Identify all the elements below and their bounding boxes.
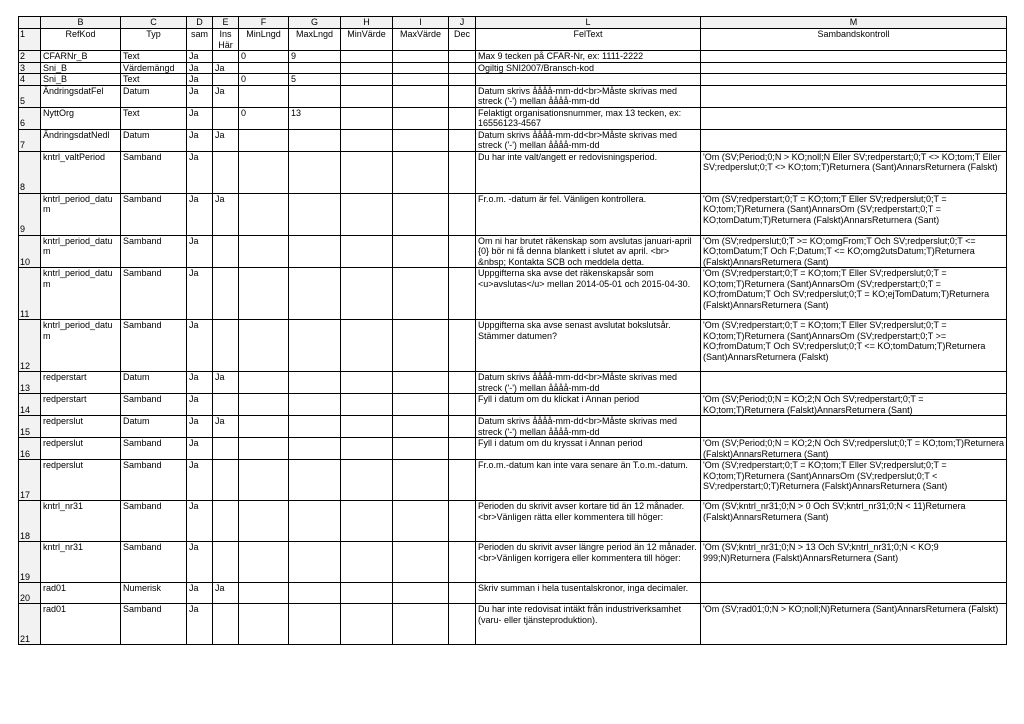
header-cell[interactable]: Typ — [121, 29, 187, 51]
cell-i[interactable] — [393, 235, 449, 268]
cell-j[interactable] — [449, 604, 476, 645]
cell-f[interactable] — [239, 416, 289, 438]
cell-h[interactable] — [341, 501, 393, 542]
cell-h[interactable] — [341, 604, 393, 645]
cell-m[interactable]: 'Om (SV;redperstart;0;T = KO;tom;T Eller SV;redperslut;0;T = KO;tom;T)Returnera (Sant)AnnarsOm (SV;redperstart;0;T = KO;fromDatum;T Och SV;redperslut;0;T = KO;ejTomDatum;T)Returnera (Falskt)AnnarsReturnera (Sant) — [701, 268, 1007, 320]
cell-l[interactable]: Om ni har brutet räkenskap som avslutas januari-april {0} bör ni få denna blankett i slutet av april. <br> &nbsp; Kontakta SCB och meddela detta. — [476, 235, 701, 268]
header-cell[interactable]: Sambandskontroll — [701, 29, 1007, 51]
cell-d[interactable]: Ja — [187, 372, 213, 394]
cell-g[interactable] — [289, 129, 341, 151]
cell-c[interactable]: Numerisk — [121, 583, 187, 604]
table-row — [19, 542, 1007, 583]
cell-d[interactable]: Ja — [187, 129, 213, 151]
table-row — [19, 416, 1007, 438]
cell-m[interactable]: 'Om (SV;redperstart;0;T = KO;tom;T Eller SV;redperslut;0;T = KO;tom;T)Returnera (Sant)AnnarsOm (SV;redperstart;0;T >= KO;fromDatum;T Och SV;redperslut;0;T <= KO;tomDatum;T)Returnera (Sant)AnnarsReturnera (Falskt) — [701, 320, 1007, 372]
cell-d[interactable]: Ja — [187, 604, 213, 645]
cell-m[interactable]: 'Om (SV;redperstart;0;T = KO;tom;T Eller SV;redperslut;0;T = KO;tom;T)Returnera (Sant)AnnarsOm (SV;redperstart;0;T = KO;tomDatum;T)Returnera (Falskt)AnnarsReturnera (Sant) — [701, 193, 1007, 235]
cell-h[interactable] — [341, 193, 393, 235]
cell-b[interactable]: redperslut — [41, 460, 121, 501]
cell-f[interactable] — [239, 129, 289, 151]
cell-m[interactable] — [701, 85, 1007, 107]
row-number[interactable]: 20 — [19, 583, 41, 604]
cell-m[interactable] — [701, 74, 1007, 86]
cell-i[interactable] — [393, 460, 449, 501]
cell-d[interactable]: Ja — [187, 460, 213, 501]
cell-b[interactable]: CFARNr_B — [41, 51, 121, 63]
row-number[interactable]: 18 — [19, 501, 41, 542]
column-header[interactable]: H — [341, 17, 393, 29]
cell-g[interactable] — [289, 604, 341, 645]
cell-j[interactable] — [449, 320, 476, 372]
spreadsheet-table — [18, 16, 1007, 645]
cell-m[interactable]: 'Om (SV;rad01;0;N > KO;noll;N)Returnera (Sant)AnnarsReturnera (Falskt) — [701, 604, 1007, 645]
cell-e[interactable] — [213, 151, 239, 193]
cell-h[interactable] — [341, 416, 393, 438]
cell-l[interactable]: Fr.o.m.-datum kan inte vara senare än T.o.m.-datum. — [476, 460, 701, 501]
row-number[interactable]: 2 — [19, 51, 41, 63]
cell-h[interactable] — [341, 394, 393, 416]
cell-c[interactable]: Datum — [121, 129, 187, 151]
cell-i[interactable] — [393, 583, 449, 604]
cell-d[interactable]: Ja — [187, 542, 213, 583]
cell-e[interactable] — [213, 460, 239, 501]
cell-j[interactable] — [449, 416, 476, 438]
row-number[interactable]: 17 — [19, 460, 41, 501]
cell-e[interactable]: Ja — [213, 129, 239, 151]
cell-g[interactable]: 13 — [289, 107, 341, 129]
column-header[interactable]: J — [449, 17, 476, 29]
header-cell[interactable]: MinVärde — [341, 29, 393, 51]
cell-l[interactable]: Datum skrivs åååå-mm-dd<br>Måste skrivas med streck ('-') mellan åååå-mm-dd — [476, 129, 701, 151]
cell-g[interactable] — [289, 460, 341, 501]
cell-c[interactable]: Värdemängd — [121, 62, 187, 74]
column-header[interactable]: D — [187, 17, 213, 29]
cell-l[interactable]: Perioden du skrivit avser längre period än 12 månader. <br>Vänligen korrigera eller kommentera till höger: — [476, 542, 701, 583]
column-header[interactable]: C — [121, 17, 187, 29]
row-number[interactable]: 8 — [19, 151, 41, 193]
cell-m[interactable]: 'Om (SV;Period;0;N = KO;2;N Och SV;redperslut;0;T = KO;tom;T)Returnera (Falskt)AnnarsReturnera (Sant) — [701, 438, 1007, 460]
cell-i[interactable] — [393, 542, 449, 583]
cell-h[interactable] — [341, 460, 393, 501]
cell-d[interactable]: Ja — [187, 235, 213, 268]
table-row — [19, 583, 1007, 604]
cell-j[interactable] — [449, 438, 476, 460]
cell-l[interactable]: Skriv summan i hela tusentalskronor, inga decimaler. — [476, 583, 701, 604]
cell-c[interactable]: Text — [121, 107, 187, 129]
cell-j[interactable] — [449, 74, 476, 86]
cell-e[interactable]: Ja — [213, 583, 239, 604]
cell-m[interactable] — [701, 62, 1007, 74]
cell-e[interactable] — [213, 320, 239, 372]
cell-f[interactable]: 0 — [239, 74, 289, 86]
cell-i[interactable] — [393, 151, 449, 193]
cell-h[interactable] — [341, 129, 393, 151]
cell-j[interactable] — [449, 62, 476, 74]
table-row — [19, 460, 1007, 501]
cell-i[interactable] — [393, 107, 449, 129]
table-row — [19, 85, 1007, 107]
cell-g[interactable]: 5 — [289, 74, 341, 86]
column-header[interactable]: F — [239, 17, 289, 29]
column-header[interactable]: B — [41, 17, 121, 29]
table-row — [19, 29, 1007, 51]
cell-b[interactable]: kntrl_period_datum — [41, 320, 121, 372]
cell-l[interactable]: Du har inte valt/angett er redovisningsperiod. — [476, 151, 701, 193]
cell-e[interactable] — [213, 604, 239, 645]
cell-d[interactable]: Ja — [187, 51, 213, 63]
cell-d[interactable]: Ja — [187, 501, 213, 542]
cell-h[interactable] — [341, 85, 393, 107]
table-row — [19, 193, 1007, 235]
table-row — [19, 235, 1007, 268]
row-number[interactable]: 16 — [19, 438, 41, 460]
cell-f[interactable] — [239, 62, 289, 74]
cell-f[interactable] — [239, 604, 289, 645]
cell-h[interactable] — [341, 583, 393, 604]
table-row — [19, 74, 1007, 86]
cell-j[interactable] — [449, 129, 476, 151]
cell-l[interactable]: Fyll i datum om du kryssat i Annan period — [476, 438, 701, 460]
cell-e[interactable]: Ja — [213, 62, 239, 74]
cell-g[interactable] — [289, 85, 341, 107]
cell-f[interactable]: 0 — [239, 107, 289, 129]
cell-b[interactable]: redperstart — [41, 372, 121, 394]
cell-h[interactable] — [341, 542, 393, 583]
select-all-corner[interactable] — [19, 17, 41, 29]
cell-b[interactable]: redperslut — [41, 416, 121, 438]
cell-g[interactable] — [289, 268, 341, 320]
cell-j[interactable] — [449, 501, 476, 542]
header-cell[interactable]: sam — [187, 29, 213, 51]
cell-g[interactable] — [289, 583, 341, 604]
table-row — [19, 604, 1007, 645]
cell-g[interactable] — [289, 438, 341, 460]
cell-m[interactable]: 'Om (SV;redperslut;0;T >= KO;omgFrom;T Och SV;redperslut;0;T <= KO;tomDatum;T Och F;Datum;T <= KO;omg2utsDatum;T)Returnera (Falskt)AnnarsReturnera (Sant) — [701, 235, 1007, 268]
cell-f[interactable] — [239, 460, 289, 501]
cell-b[interactable]: rad01 — [41, 583, 121, 604]
row-number[interactable]: 7 — [19, 129, 41, 151]
cell-j[interactable] — [449, 85, 476, 107]
cell-i[interactable] — [393, 268, 449, 320]
cell-c[interactable]: Samband — [121, 151, 187, 193]
cell-i[interactable] — [393, 501, 449, 542]
cell-f[interactable] — [239, 151, 289, 193]
cell-i[interactable] — [393, 62, 449, 74]
column-header[interactable]: E — [213, 17, 239, 29]
cell-j[interactable] — [449, 542, 476, 583]
cell-g[interactable] — [289, 62, 341, 74]
cell-d[interactable]: Ja — [187, 74, 213, 86]
cell-f[interactable] — [239, 583, 289, 604]
cell-g[interactable] — [289, 542, 341, 583]
cell-b[interactable]: kntrl_period_datum — [41, 193, 121, 235]
cell-f[interactable] — [239, 193, 289, 235]
cell-l[interactable]: Datum skrivs åååå-mm-dd<br>Måste skrivas med streck ('-') mellan åååå-mm-dd — [476, 372, 701, 394]
cell-i[interactable] — [393, 74, 449, 86]
header-cell[interactable]: RefKod — [41, 29, 121, 51]
cell-d[interactable]: Ja — [187, 107, 213, 129]
cell-b[interactable]: kntrl_nr31 — [41, 542, 121, 583]
cell-i[interactable] — [393, 416, 449, 438]
cell-m[interactable] — [701, 51, 1007, 63]
cell-e[interactable] — [213, 394, 239, 416]
cell-d[interactable]: Ja — [187, 268, 213, 320]
cell-f[interactable] — [239, 372, 289, 394]
cell-h[interactable] — [341, 268, 393, 320]
sheet-body — [19, 29, 1007, 645]
cell-l[interactable]: Datum skrivs åååå-mm-dd<br>Måste skrivas med streck ('-') mellan åååå-mm-dd — [476, 416, 701, 438]
row-number[interactable]: 14 — [19, 394, 41, 416]
row-number[interactable]: 10 — [19, 235, 41, 268]
cell-e[interactable] — [213, 74, 239, 86]
cell-b[interactable]: Sni_B — [41, 74, 121, 86]
cell-c[interactable]: Samband — [121, 438, 187, 460]
cell-f[interactable]: 0 — [239, 51, 289, 63]
cell-c[interactable]: Samband — [121, 235, 187, 268]
column-header[interactable]: I — [393, 17, 449, 29]
table-row — [19, 320, 1007, 372]
cell-c[interactable]: Samband — [121, 460, 187, 501]
column-header[interactable]: L — [476, 17, 701, 29]
cell-m[interactable]: 'Om (SV;Period;0;N > KO;noll;N Eller SV;redperstart;0;T <> KO;tom;T Eller SV;redperslut;0;T <> KO;tom;T)Returnera (Sant)AnnarsReturnera (Falskt) — [701, 151, 1007, 193]
cell-i[interactable] — [393, 51, 449, 63]
cell-j[interactable] — [449, 394, 476, 416]
cell-m[interactable] — [701, 107, 1007, 129]
cell-j[interactable] — [449, 235, 476, 268]
cell-e[interactable]: Ja — [213, 416, 239, 438]
row-number[interactable]: 6 — [19, 107, 41, 129]
cell-b[interactable]: ÄndringsdatNedl — [41, 129, 121, 151]
cell-d[interactable]: Ja — [187, 583, 213, 604]
header-cell[interactable]: Ins Här — [213, 29, 239, 51]
cell-c[interactable]: Samband — [121, 501, 187, 542]
table-row — [19, 268, 1007, 320]
cell-c[interactable]: Samband — [121, 604, 187, 645]
cell-h[interactable] — [341, 320, 393, 372]
cell-m[interactable]: 'Om (SV;kntrl_nr31;0;N > 13 Och SV;kntrl_nr31;0;N < KO;9 999;N)Returnera (Falskt)AnnarsReturnera (Sant) — [701, 542, 1007, 583]
cell-f[interactable] — [239, 438, 289, 460]
row-number[interactable]: 4 — [19, 74, 41, 86]
cell-g[interactable] — [289, 501, 341, 542]
cell-c[interactable]: Samband — [121, 268, 187, 320]
cell-f[interactable] — [239, 501, 289, 542]
header-cell[interactable]: FelText — [476, 29, 701, 51]
table-row — [19, 62, 1007, 74]
cell-l[interactable]: Felaktigt organisationsnummer, max 13 tecken, ex: 16556123-4567 — [476, 107, 701, 129]
cell-l[interactable]: Perioden du skrivit avser kortare tid än 12 månader. <br>Vänligen rätta eller kommentera till höger: — [476, 501, 701, 542]
cell-g[interactable] — [289, 151, 341, 193]
row-number[interactable]: 3 — [19, 62, 41, 74]
table-row — [19, 151, 1007, 193]
table-row — [19, 129, 1007, 151]
cell-d[interactable]: Ja — [187, 85, 213, 107]
cell-b[interactable]: kntrl_period_datum — [41, 268, 121, 320]
cell-b[interactable]: redperstart — [41, 394, 121, 416]
cell-c[interactable]: Text — [121, 74, 187, 86]
table-row — [19, 51, 1007, 63]
row-number[interactable]: 13 — [19, 372, 41, 394]
cell-i[interactable] — [393, 129, 449, 151]
row-number[interactable]: 9 — [19, 193, 41, 235]
cell-i[interactable] — [393, 604, 449, 645]
cell-e[interactable]: Ja — [213, 372, 239, 394]
cell-g[interactable] — [289, 193, 341, 235]
cell-b[interactable]: NyttOrg — [41, 107, 121, 129]
table-row — [19, 501, 1007, 542]
cell-d[interactable]: Ja — [187, 62, 213, 74]
cell-d[interactable]: Ja — [187, 151, 213, 193]
cell-h[interactable] — [341, 74, 393, 86]
cell-m[interactable]: 'Om (SV;redperstart;0;T = KO;tom;T Eller SV;redperslut;0;T = KO;tom;T)Returnera (Sant)AnnarsOm (SV;redperslut;0;T < SV;redperstart;0;T)Returnera (Falskt)AnnarsReturnera (Sant) — [701, 460, 1007, 501]
cell-d[interactable]: Ja — [187, 416, 213, 438]
cell-j[interactable] — [449, 372, 476, 394]
cell-h[interactable] — [341, 151, 393, 193]
row-number[interactable]: 19 — [19, 542, 41, 583]
header-cell[interactable]: MaxLngd — [289, 29, 341, 51]
cell-j[interactable] — [449, 460, 476, 501]
cell-f[interactable] — [239, 268, 289, 320]
cell-i[interactable] — [393, 438, 449, 460]
cell-b[interactable]: redperslut — [41, 438, 121, 460]
cell-i[interactable] — [393, 394, 449, 416]
cell-j[interactable] — [449, 51, 476, 63]
cell-g[interactable] — [289, 235, 341, 268]
cell-e[interactable] — [213, 107, 239, 129]
cell-m[interactable] — [701, 372, 1007, 394]
cell-g[interactable] — [289, 372, 341, 394]
cell-c[interactable]: Samband — [121, 193, 187, 235]
cell-m[interactable] — [701, 583, 1007, 604]
cell-l[interactable]: Fyll i datum om du klickat i Annan period — [476, 394, 701, 416]
header-cell[interactable]: Dec — [449, 29, 476, 51]
cell-b[interactable]: Sni_B — [41, 62, 121, 74]
cell-i[interactable] — [393, 320, 449, 372]
cell-c[interactable]: Samband — [121, 542, 187, 583]
column-header-row — [19, 17, 1007, 29]
cell-l[interactable]: Max 9 tecken på CFAR-Nr, ex: 1111-2222 — [476, 51, 701, 63]
cell-d[interactable]: Ja — [187, 193, 213, 235]
cell-m[interactable] — [701, 129, 1007, 151]
cell-c[interactable]: Datum — [121, 85, 187, 107]
cell-f[interactable] — [239, 235, 289, 268]
table-row — [19, 438, 1007, 460]
cell-e[interactable] — [213, 542, 239, 583]
cell-c[interactable]: Datum — [121, 416, 187, 438]
cell-h[interactable] — [341, 438, 393, 460]
cell-b[interactable]: rad01 — [41, 604, 121, 645]
cell-l[interactable]: Datum skrivs åååå-mm-dd<br>Måste skrivas med streck ('-') mellan åååå-mm-dd — [476, 85, 701, 107]
table-row — [19, 107, 1007, 129]
cell-f[interactable] — [239, 320, 289, 372]
cell-c[interactable]: Datum — [121, 372, 187, 394]
cell-b[interactable]: kntrl_nr31 — [41, 501, 121, 542]
row-number[interactable]: 21 — [19, 604, 41, 645]
header-cell[interactable]: MinLngd — [239, 29, 289, 51]
cell-b[interactable]: kntrl_valtPeriod — [41, 151, 121, 193]
cell-g[interactable]: 9 — [289, 51, 341, 63]
cell-h[interactable] — [341, 235, 393, 268]
cell-c[interactable]: Samband — [121, 394, 187, 416]
cell-d[interactable]: Ja — [187, 394, 213, 416]
cell-e[interactable]: Ja — [213, 85, 239, 107]
row-number[interactable]: 1 — [19, 29, 41, 51]
cell-i[interactable] — [393, 372, 449, 394]
cell-j[interactable] — [449, 107, 476, 129]
cell-e[interactable] — [213, 235, 239, 268]
cell-j[interactable] — [449, 583, 476, 604]
cell-d[interactable]: Ja — [187, 320, 213, 372]
cell-l[interactable]: Uppgifterna ska avse senast avslutat bokslutsår. Stämmer datumen? — [476, 320, 701, 372]
cell-i[interactable] — [393, 193, 449, 235]
cell-f[interactable] — [239, 85, 289, 107]
row-number[interactable]: 12 — [19, 320, 41, 372]
cell-m[interactable]: 'Om (SV;Period;0;N = KO;2;N Och SV;redperstart;0;T = KO;tom;T)Returnera (Falskt)AnnarsReturnera (Sant) — [701, 394, 1007, 416]
cell-d[interactable]: Ja — [187, 438, 213, 460]
cell-j[interactable] — [449, 193, 476, 235]
cell-m[interactable] — [701, 416, 1007, 438]
cell-e[interactable] — [213, 438, 239, 460]
row-number[interactable]: 5 — [19, 85, 41, 107]
cell-b[interactable]: kntrl_period_datum — [41, 235, 121, 268]
column-header[interactable]: M — [701, 17, 1007, 29]
cell-l[interactable]: Ogiltig SNI2007/Bransch-kod — [476, 62, 701, 74]
cell-l[interactable]: Fr.o.m. -datum är fel. Vänligen kontrollera. — [476, 193, 701, 235]
cell-e[interactable] — [213, 501, 239, 542]
cell-h[interactable] — [341, 51, 393, 63]
cell-f[interactable] — [239, 542, 289, 583]
cell-b[interactable]: ÄndringsdatFel — [41, 85, 121, 107]
cell-g[interactable] — [289, 394, 341, 416]
cell-e[interactable] — [213, 268, 239, 320]
table-row — [19, 394, 1007, 416]
row-number[interactable]: 15 — [19, 416, 41, 438]
cell-c[interactable]: Text — [121, 51, 187, 63]
cell-l[interactable]: Du har inte redovisat intäkt från industriverksamhet (varu- eller tjänsteproduktion). — [476, 604, 701, 645]
header-cell[interactable]: MaxVärde — [393, 29, 449, 51]
cell-g[interactable] — [289, 416, 341, 438]
cell-j[interactable] — [449, 268, 476, 320]
cell-h[interactable] — [341, 372, 393, 394]
row-number[interactable]: 11 — [19, 268, 41, 320]
cell-h[interactable] — [341, 107, 393, 129]
cell-j[interactable] — [449, 151, 476, 193]
table-row — [19, 372, 1007, 394]
cell-l[interactable]: Uppgifterna ska avse det räkenskapsår som <u>avslutas</u> mellan 2014-05-01 och 2015-04-30. — [476, 268, 701, 320]
cell-m[interactable]: 'Om (SV;kntrl_nr31;0;N > 0 Och SV;kntrl_nr31;0;N < 11)Returnera (Falskt)AnnarsReturnera (Sant) — [701, 501, 1007, 542]
cell-c[interactable]: Samband — [121, 320, 187, 372]
cell-e[interactable] — [213, 51, 239, 63]
cell-g[interactable] — [289, 320, 341, 372]
cell-l[interactable] — [476, 74, 701, 86]
cell-e[interactable]: Ja — [213, 193, 239, 235]
cell-i[interactable] — [393, 85, 449, 107]
cell-h[interactable] — [341, 62, 393, 74]
cell-f[interactable] — [239, 394, 289, 416]
column-header[interactable]: G — [289, 17, 341, 29]
